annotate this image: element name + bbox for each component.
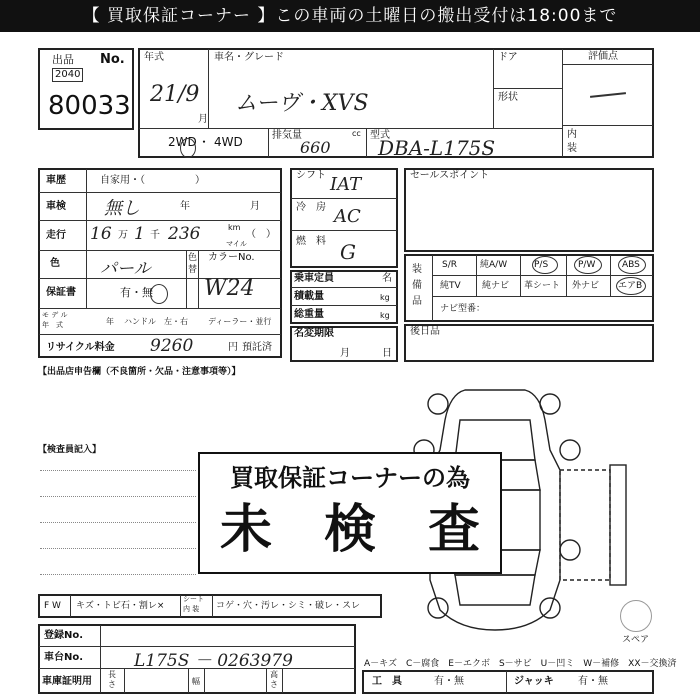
recycle-label: リサイクル料金 — [46, 342, 115, 353]
kogu-label: 工 具 — [372, 676, 402, 687]
month-unit: 月 — [198, 114, 208, 125]
naga-top: 長 — [108, 670, 116, 679]
hoshosho-value: 有・無 — [120, 286, 153, 299]
teiin-unit: 名 — [382, 273, 392, 284]
kensa-title: 【検査員記入】 — [38, 445, 102, 455]
tire-circle-rear-left — [428, 598, 448, 618]
no-label: No. — [100, 52, 125, 67]
meigi-label: 名変期限 — [294, 328, 334, 339]
taka-top: 高 — [270, 670, 278, 679]
hyoka-label: 評価点 — [588, 51, 618, 62]
soko-paren: （ ） — [246, 229, 276, 240]
soko-value3: 236 — [168, 224, 201, 244]
damage-codes: A－キズ C－腐食 E－エクボ S－サビ U－凹ミ W－補修 XX－交換済 — [364, 659, 677, 669]
katashiki-label: 型式 — [370, 130, 390, 141]
small-code: 2040 — [52, 68, 83, 82]
stamp-line2: 未 検 査 — [219, 500, 480, 560]
atohin-label: 後日品 — [410, 326, 440, 337]
meigi-month: 月 — [340, 348, 350, 359]
drive-2wd: 2WD — [168, 135, 197, 149]
man-unit: 万 — [118, 230, 128, 241]
hoshosho-circle — [150, 284, 168, 304]
model-label-top: モ デ ル — [42, 311, 68, 319]
tire-circle-top-left — [428, 394, 448, 414]
nenryo-label: 燃 料 — [296, 236, 326, 247]
iro-gae-top: 色 — [188, 253, 198, 263]
equip-airb-circle — [616, 277, 646, 295]
equip-abs-circle — [618, 256, 646, 274]
kogu-value: 有・無 — [434, 676, 464, 687]
hoshosho-label: 保証書 — [46, 287, 76, 298]
stamp-line1: 買取保証コーナーの為 — [230, 464, 470, 492]
equip-jun-tv: 純TV — [440, 281, 461, 291]
car-trunk — [455, 575, 535, 605]
toroku-label: 登録No. — [44, 630, 84, 641]
shareki-label: 車歴 — [46, 175, 66, 186]
side-panel-right — [610, 465, 626, 585]
spare-tire-icon — [620, 600, 652, 632]
naga-bottom: さ — [108, 680, 116, 689]
shako-label: 車庫証明用 — [42, 676, 92, 687]
spare-label: スペア — [622, 635, 650, 645]
shareki-value: 自家用・（ ） — [100, 175, 205, 186]
shaken-label: 車検 — [46, 201, 66, 212]
equip-gai-navi: 外ナビ — [572, 281, 600, 291]
model-year-unit: 年 — [106, 317, 114, 326]
drive-4wd: 4WD — [214, 135, 243, 149]
teiin-label: 乗車定員 — [294, 273, 334, 284]
soko-value2: 1 — [134, 224, 145, 244]
lot-number-box — [38, 48, 134, 130]
reibo-value: AC — [334, 206, 361, 227]
color-no-label: カラーNo. — [208, 252, 255, 263]
reibo-label: 冷 房 — [296, 202, 326, 213]
haikiryo-value: 660 — [300, 138, 331, 157]
header-banner: 【 買取保証コーナー 】この車両の土曜日の搬出受付は18:00まで — [0, 0, 700, 32]
seat-top: シート — [183, 595, 204, 603]
shaken-year-unit: 年 — [180, 201, 190, 212]
meigi-day: 日 — [382, 348, 392, 359]
shift-label: シフト — [296, 170, 326, 181]
nenshiki-value: 21/9 — [150, 82, 200, 107]
sojuryo-unit: kg — [380, 311, 390, 320]
shadai-value: L175S － 0263979 — [134, 651, 293, 671]
drive-circle — [180, 138, 196, 158]
color-no-value: W24 — [204, 276, 255, 301]
moushitate-title: 【出品店申告欄（不良箇所・欠品・注意事項等）】 — [38, 367, 241, 377]
nenryo-value: G — [340, 240, 356, 264]
iro-value: パール — [100, 259, 151, 279]
katashiki-value: DBA-L175S — [378, 136, 496, 160]
navi-label: ナビ型番： — [440, 304, 486, 314]
shift-value: IAT — [330, 174, 362, 195]
km-unit: km — [228, 223, 241, 232]
sekisai-unit: kg — [380, 293, 390, 302]
tire-circle-mid-right — [560, 440, 580, 460]
haba-top: 幅 — [192, 677, 200, 686]
dealer-label: ディーラー・並行 — [208, 317, 272, 326]
sekisai-label: 積載量 — [294, 291, 324, 302]
tire-circle-bottom-right — [560, 540, 580, 560]
atohin-box — [404, 324, 654, 362]
soubi-label: 装備品 — [412, 264, 422, 307]
drive-sep: ・ — [198, 135, 211, 149]
yen-unit: 円 — [228, 342, 238, 353]
fw-label: F W — [44, 601, 61, 611]
side-door-right — [560, 470, 610, 580]
shaken-value: 無し — [104, 198, 140, 219]
equip-air-b: エアB — [618, 281, 643, 291]
jack-value: 有・無 — [578, 676, 608, 687]
shuppin-label: 出品 — [52, 53, 74, 66]
iro-gae-bottom: 替 — [188, 265, 198, 275]
equip-jun-navi: 純ナビ — [482, 281, 510, 291]
shamei-value: ムーヴ・XVS — [235, 91, 369, 116]
equip-ps-circle — [532, 256, 558, 274]
taka-bottom: さ — [270, 680, 278, 689]
sales-label: セールスポイント — [410, 170, 490, 181]
sojuryo-label: 総重量 — [294, 309, 324, 320]
shaken-month-unit: 月 — [250, 201, 260, 212]
equip-kawa-seat: 革シート — [524, 281, 561, 291]
soko-label: 走行 — [46, 230, 66, 241]
haikiryo-label: 排気量 — [272, 130, 302, 141]
naiso-label: 内装 — [567, 129, 577, 154]
equip-sr: S/R — [442, 260, 457, 270]
equip-abs: ABS — [622, 260, 640, 270]
shamei-label: 車名・グレード — [214, 52, 284, 63]
stamp-overlay — [198, 452, 502, 574]
soko-value1: 16 — [90, 224, 112, 244]
cc-unit: cc — [352, 129, 361, 138]
equip-jun-aw: 純A/W — [480, 260, 508, 270]
tools-box — [362, 670, 654, 694]
mile-unit: マイル — [226, 240, 247, 248]
azukari-label: 預託済 — [242, 342, 272, 353]
equip-pw-circle — [574, 256, 602, 274]
seat-text: コゲ・穴・汚レ・シミ・破レ・スレ — [216, 601, 361, 611]
seat-bottom: 内 装 — [183, 605, 200, 613]
recycle-value: 9260 — [150, 336, 194, 356]
model-label-bottom: 年 式 — [42, 321, 63, 329]
equip-ps: P/S — [534, 260, 549, 270]
door-label: ドア — [498, 52, 518, 63]
equip-pw: P/W — [578, 260, 596, 270]
sen-unit: 千 — [150, 230, 160, 241]
fw-text: キズ・トビ石・割レ× — [76, 601, 165, 611]
jack-label: ジャッキ — [514, 676, 554, 687]
iro-label: 色 — [50, 258, 60, 269]
handle-label: ハンドル 左・右 — [124, 317, 188, 326]
lot-number: 80033 — [48, 91, 131, 121]
nenshiki-label: 年式 — [144, 52, 164, 63]
keijo-label: 形状 — [498, 92, 518, 103]
shadai-label: 車台No. — [44, 652, 84, 663]
